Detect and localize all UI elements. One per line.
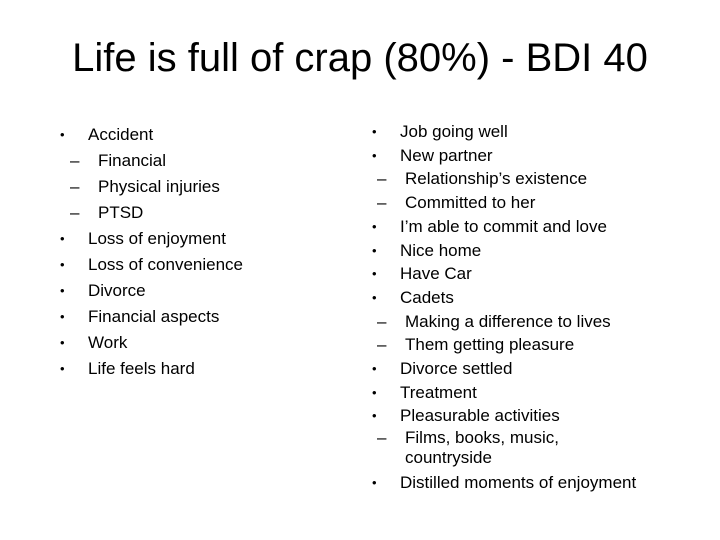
list-item-loss-of-enjoyment <box>60 226 360 252</box>
list-item-accident <box>60 122 360 148</box>
list-item-label: Loss of convenience <box>88 255 243 274</box>
list-item-new-partner <box>372 144 712 168</box>
dash-icon: – <box>70 177 80 196</box>
right-bullet-list <box>372 120 712 495</box>
bullet-icon: • <box>372 147 377 163</box>
sub-item-label: Making a difference to lives <box>405 311 611 331</box>
list-item-label: Cadets <box>400 287 454 307</box>
dash-icon: – <box>377 193 387 213</box>
bullet-icon: • <box>372 218 377 234</box>
sub-item-label: PTSD <box>98 203 144 222</box>
bullet-icon: • <box>60 361 65 376</box>
list-item-distilled-moments <box>372 471 712 495</box>
sub-item-making-a-difference <box>372 310 712 334</box>
bullet-icon: • <box>60 283 65 298</box>
slide-title: Life is full of crap (80%) - BDI 40 <box>72 36 648 80</box>
list-item-label: Have Car <box>400 264 472 284</box>
list-item-loss-of-convenience <box>60 252 360 278</box>
bullet-icon: • <box>372 124 377 139</box>
sub-item-films-books-music <box>372 428 635 468</box>
list-item-label: Treatment <box>400 382 477 402</box>
list-item-label: Divorce settled <box>400 359 513 379</box>
list-item-cadets <box>372 286 712 310</box>
bullet-icon: • <box>60 335 65 350</box>
list-item-have-car <box>372 262 712 286</box>
list-item-label: Distilled moments of enjoyment <box>400 473 637 493</box>
sub-item-financial <box>60 148 360 174</box>
bullet-icon: • <box>372 242 377 258</box>
sub-item-physical-injuries <box>60 174 360 200</box>
dash-icon: – <box>70 203 80 222</box>
list-item-label: Divorce <box>88 281 146 300</box>
bullet-icon: • <box>372 408 377 424</box>
bullet-icon: • <box>60 309 65 324</box>
dash-icon: – <box>70 151 80 170</box>
bullet-icon: • <box>60 231 65 246</box>
sub-item-label: Physical injuries <box>98 177 220 196</box>
sub-item-committed-to-her <box>372 191 712 215</box>
sub-item-relationships-existence <box>372 167 712 191</box>
list-item-pleasurable-activities <box>372 404 712 428</box>
sub-item-label: Financial <box>98 151 167 170</box>
list-item-label: I’m able to commit and love <box>400 216 607 236</box>
dash-icon: – <box>377 335 387 355</box>
sub-item-label: Them getting pleasure <box>405 335 575 355</box>
dash-icon: – <box>377 311 387 331</box>
bullet-icon: • <box>60 257 65 272</box>
dash-icon: – <box>377 169 387 189</box>
list-item-treatment <box>372 381 712 405</box>
list-item-label: Accident <box>88 125 154 144</box>
list-item-label: Life feels hard <box>88 359 195 378</box>
list-item-label: Job going well <box>400 122 508 141</box>
list-item-nice-home <box>372 239 712 263</box>
list-item-label: Loss of enjoyment <box>88 229 226 248</box>
list-item-label: Work <box>88 333 128 352</box>
sub-item-label: Committed to her <box>405 193 536 213</box>
dash-icon: – <box>377 428 387 448</box>
bullet-icon: • <box>372 361 377 377</box>
list-item-life-feels-hard <box>60 356 360 382</box>
sub-item-ptsd <box>60 200 360 226</box>
sub-item-label: Relationship’s existence <box>405 169 588 189</box>
list-item-work <box>60 330 360 356</box>
bullet-icon: • <box>60 127 65 142</box>
list-item-job-going-well <box>372 120 712 144</box>
list-item-label: Nice home <box>400 240 482 260</box>
list-item-divorce <box>60 278 360 304</box>
list-item-divorce-settled <box>372 357 712 381</box>
bullet-icon: • <box>372 266 377 282</box>
bullet-icon: • <box>372 384 377 400</box>
list-item-financial-aspects <box>60 304 360 330</box>
list-item-label: New partner <box>400 145 493 165</box>
left-bullet-list <box>60 122 360 382</box>
bullet-icon: • <box>372 475 377 491</box>
list-item-able-to-commit <box>372 215 712 239</box>
list-item-label: Financial aspects <box>88 307 220 326</box>
sub-item-label: Films, books, music, countryside <box>405 428 559 468</box>
list-item-label: Pleasurable activities <box>400 406 560 426</box>
sub-item-them-getting-pleasure <box>372 333 712 357</box>
bullet-icon: • <box>372 289 377 305</box>
